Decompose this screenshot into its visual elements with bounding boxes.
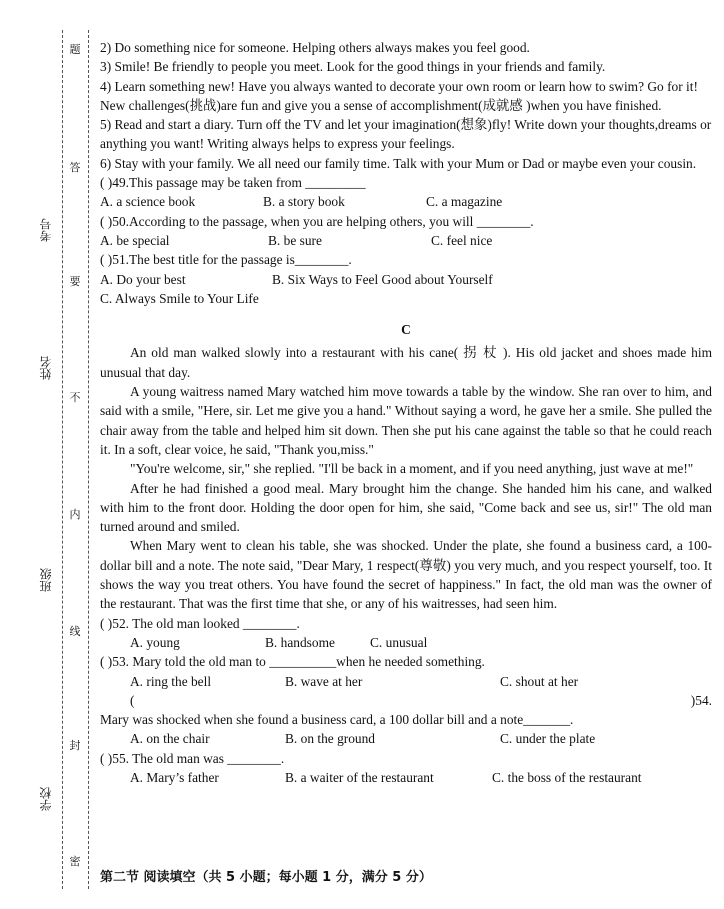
option: C. unusual — [370, 634, 428, 650]
section-c-heading: C — [401, 322, 411, 338]
seal-char: 封 — [69, 740, 81, 752]
passage-c-paragraph-4: After he had finished a good meal. Mary brought him the change. She handed him his cane, and walked with him to the front door. Holding the door open for him, she said, "Come back and see us, sir!" The old man turned around and smiled. — [100, 480, 712, 535]
option: A. a science book — [100, 194, 196, 210]
label-name: 姓名 — [39, 356, 53, 380]
passage-b-item-3: 3) Smile! Be friendly to people you meet. Look for the good things in your friends and family. — [100, 59, 606, 75]
passage-b-item-4: 4) Learn something new! Have you always wanted to decorate your own room or learn how to swim? Go for it! New challenges(挑战)are fun and give you a sense of accomplishment(成就感 )when you have finished. — [100, 78, 698, 113]
option: B. on the ground — [285, 731, 376, 747]
option: C. shout at her — [500, 673, 579, 689]
binding-margin — [0, 0, 92, 909]
question-51-options — [100, 270, 712, 289]
passage-b-item-2: 2) Do something nice for someone. Helping others always makes you feel good. — [100, 40, 530, 55]
label-exam-number: 考号 — [39, 218, 53, 242]
option: A. be special — [100, 232, 170, 248]
option: A. on the chair — [130, 731, 210, 747]
option: B. a waiter of the restaurant — [285, 769, 434, 785]
option: B. Six Ways to Feel Good about Yourself — [272, 271, 493, 287]
seal-char: 线 — [69, 626, 81, 638]
question-51: ( )51.The best title for the passage is________. — [100, 252, 352, 268]
question-52-options — [130, 633, 712, 652]
option: C. under the plate — [500, 731, 596, 747]
seal-char: 要 — [69, 276, 81, 288]
question-50-options — [100, 231, 712, 250]
question-54-stem: Mary was shocked when she found a business card, a 100 dollar bill and a note_______. — [100, 712, 574, 728]
section-footer-heading: 第二节 阅读填空（共 5 小题；每小题 1 分，满分 5 分） — [100, 870, 432, 885]
option: B. wave at her — [285, 673, 363, 689]
question-54 — [130, 691, 712, 710]
option: C. a magazine — [426, 194, 503, 210]
passage-b-item-6: 6) Stay with your family. We all need our family time. Talk with your Mum or Dad or maybe even your cousin. — [100, 155, 697, 171]
option: A. young — [130, 634, 180, 650]
option: B. a story book — [263, 194, 345, 210]
question-51-option-c: C. Always Smile to Your Life — [100, 290, 259, 306]
passage-b-item-5: 5) Read and start a diary. Turn off the TV and let your imagination(想象)fly! Write down your thoughts,dreams or anything you want! Writing always helps to express your feelings. — [100, 117, 712, 152]
question-54-number: )54. — [690, 692, 712, 708]
question-54-bracket-left: ( — [130, 692, 135, 708]
option: B. handsome — [265, 634, 335, 650]
binding-line-outer — [62, 30, 63, 889]
question-55-options — [130, 768, 712, 787]
question-52: ( )52. The old man looked ________. — [100, 615, 300, 631]
question-53: ( )53. Mary told the old man to __________when he needed something. — [100, 654, 485, 670]
passage-c-paragraph-3: "You're welcome, sir," she replied. "I'll be back in a moment, and if you need anything, just wave at me!" — [130, 461, 694, 477]
seal-char: 题 — [69, 44, 81, 56]
question-49: ( )49.This passage may be taken from _________ — [100, 175, 366, 191]
option: A. Mary’s father — [130, 769, 219, 785]
option: A. ring the bell — [130, 673, 212, 689]
seal-char: 内 — [69, 509, 81, 521]
label-class: 班级 — [39, 568, 53, 592]
option: C. the boss of the restaurant — [492, 769, 642, 785]
question-54-options — [130, 729, 712, 748]
label-school: 学校 — [39, 787, 53, 811]
question-55: ( )55. The old man was ________. — [100, 750, 285, 766]
option: C. feel nice — [431, 232, 493, 248]
binding-line-inner — [88, 30, 89, 889]
option: A. Do your best — [100, 271, 186, 287]
passage-c-paragraph-5: When Mary went to clean his table, she was shocked. Under the plate, she found a business card, a 100-dollar bill and a note. The note said, "Dear Mary, 1 respect(尊敬) you very much, and you respect yourself, too. It shows the way you treat others. You have found the secret of happiness." In fact, the old man was the owner of the restaurant. That was the first time that she, or any of his waitresses, had seen him. — [100, 538, 712, 612]
passage-c-paragraph-2: A young waitress named Mary watched him move towards a table by the window. She ran over to him, and said with a smile, "Here, sir. Let me give you a hand." Without saying a word, he gave her a smile. She pulled the chair away from the table and helped him sit down. Then she put his cane against the table so that he could reach it. In a soft, clear voice, he said, "Thank you,miss." — [100, 384, 712, 457]
passage-c-paragraph-1: An old man walked slowly into a restaurant with his cane( 拐 杖 ). His old jacket and shoes made him unusual that day. — [100, 345, 712, 380]
seal-char: 密 — [69, 856, 81, 868]
seal-char: 答 — [69, 162, 81, 174]
question-49-options — [100, 192, 712, 211]
option: B. be sure — [268, 232, 322, 248]
question-53-options — [130, 672, 712, 691]
seal-char: 不 — [69, 392, 81, 404]
question-50: ( )50.According to the passage, when you are helping others, you will ________. — [100, 213, 534, 229]
document-body — [100, 38, 712, 787]
